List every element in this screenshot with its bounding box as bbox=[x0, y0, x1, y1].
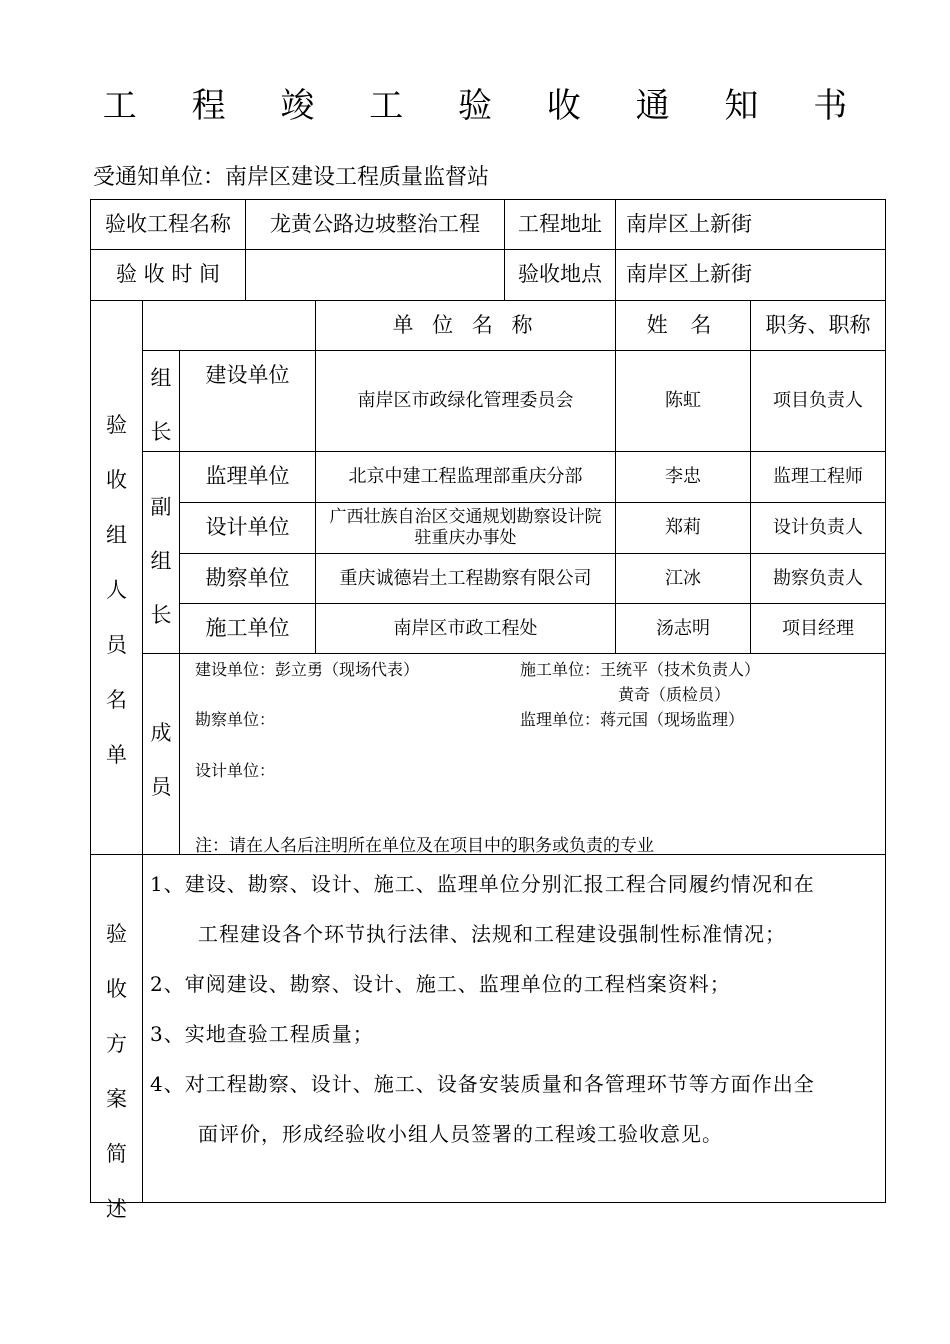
acceptance-place-value: 南岸区上新街 bbox=[626, 262, 752, 287]
vice-person: 汤志明 bbox=[656, 617, 710, 639]
rule-vice-end bbox=[142, 653, 886, 654]
group-label-char: 名 bbox=[106, 688, 127, 712]
plan-section-label bbox=[91, 918, 142, 1223]
vice-title: 勘察负责人 bbox=[773, 567, 863, 589]
vice-unit: 北京中建工程监理部重庆分部 bbox=[348, 466, 583, 488]
recipient-line bbox=[93, 160, 489, 191]
page-title: 工 程 竣 工 验 收 通 知 书 bbox=[102, 86, 870, 126]
plan-label-char: 方 bbox=[106, 1032, 127, 1056]
plan-item: 1、建设、勘察、设计、施工、监理单位分别汇报工程合同履约情况和在 bbox=[150, 872, 815, 896]
header-unit-name: 单 位 名 称 bbox=[392, 312, 539, 337]
project-address-value: 南岸区上新街 bbox=[626, 211, 752, 236]
leader-label-char: 组 bbox=[150, 366, 172, 390]
rule-right bbox=[885, 199, 886, 1203]
vice-label-char: 副 bbox=[150, 495, 172, 519]
plan-label-char: 简 bbox=[106, 1142, 127, 1166]
header-position: 职务、职称 bbox=[765, 312, 871, 337]
group-label-char: 收 bbox=[106, 468, 127, 492]
acceptance-form-table bbox=[90, 199, 886, 1221]
leader-label-char: 长 bbox=[150, 420, 172, 444]
leader-unit: 南岸区市政绿化管理委员会 bbox=[357, 390, 574, 412]
member-build: 建设单位：彭立勇（现场代表） bbox=[195, 660, 420, 679]
vice-leader-label bbox=[143, 491, 179, 629]
plan-label-char: 收 bbox=[106, 977, 127, 1001]
header-person-name: 姓 名 bbox=[646, 312, 720, 337]
member-label bbox=[143, 717, 179, 801]
vice-label-char: 组 bbox=[150, 549, 172, 573]
group-label-char: 组 bbox=[106, 523, 127, 547]
member-survey: 勘察单位： bbox=[195, 710, 276, 729]
group-label-char: 单 bbox=[106, 743, 127, 767]
vice-title: 项目经理 bbox=[782, 617, 854, 639]
plan-label-char: 案 bbox=[106, 1087, 127, 1111]
plan-item: 工程建设各个环节执行法律、法规和工程建设强制性标准情况； bbox=[198, 922, 786, 946]
vice-person: 郑莉 bbox=[665, 517, 701, 539]
member-construct-2: 黄奇（质检员） bbox=[618, 685, 731, 704]
plan-label-char: 验 bbox=[106, 922, 127, 946]
leader-label bbox=[143, 362, 179, 446]
acceptance-time-label: 验 收 时 间 bbox=[115, 262, 221, 287]
acceptance-time-value bbox=[246, 250, 504, 300]
group-label-char: 人 bbox=[106, 578, 127, 602]
rule-bottom bbox=[90, 1202, 886, 1203]
member-construct: 施工单位：王统平（技术负责人） bbox=[520, 660, 761, 679]
vice-title: 设计负责人 bbox=[773, 517, 863, 539]
leader-role: 建设单位 bbox=[205, 363, 290, 388]
vice-unit: 重庆诚德岩土工程勘察有限公司 bbox=[339, 567, 592, 589]
member-label-char: 成 bbox=[150, 721, 172, 745]
leader-title: 项目负责人 bbox=[773, 390, 863, 412]
plan-item: 2、审阅建设、勘察、设计、施工、监理单位的工程档案资料； bbox=[150, 972, 731, 996]
vice-label-char: 长 bbox=[150, 603, 172, 627]
plan-item: 4、对工程勘察、设计、施工、设备安装质量和各管理环节等方面作出全 bbox=[150, 1072, 815, 1096]
vice-unit: 南岸区市政工程处 bbox=[393, 617, 538, 639]
leader-person: 陈虹 bbox=[665, 390, 701, 412]
member-design: 设计单位： bbox=[195, 761, 276, 780]
vice-role: 监理单位 bbox=[205, 464, 290, 489]
member-label-char: 员 bbox=[150, 775, 172, 799]
vice-role: 勘察单位 bbox=[205, 565, 290, 590]
member-supervise: 监理单位：蒋元国（现场监理） bbox=[520, 710, 745, 729]
group-label-char: 验 bbox=[106, 413, 127, 437]
vice-role: 设计单位 bbox=[205, 515, 290, 540]
plan-item: 3、实地查验工程质量； bbox=[150, 1022, 374, 1046]
vice-person: 江冰 bbox=[665, 567, 701, 589]
plan-item: 面评价，形成经验收小组人员签署的工程竣工验收意见。 bbox=[198, 1122, 723, 1146]
vice-person: 李忠 bbox=[665, 466, 701, 488]
recipient-value: 南岸区建设工程质量监督站 bbox=[225, 165, 490, 190]
group-section-label bbox=[91, 409, 142, 769]
recipient-label: 受通知单位： bbox=[93, 165, 226, 190]
member-note: 注：请在人名后注明所在单位及在项目中的职务或负责的专业 bbox=[195, 836, 654, 856]
vice-unit: 广西壮族自治区交通规划勘察设计院驻重庆办事处 bbox=[329, 506, 602, 548]
project-name-label: 验收工程名称 bbox=[105, 211, 231, 236]
vice-title: 监理工程师 bbox=[773, 466, 863, 488]
group-label-char: 员 bbox=[106, 633, 127, 657]
project-address-label: 工程地址 bbox=[518, 211, 602, 236]
vice-role: 施工单位 bbox=[205, 615, 290, 640]
plan-label-char: 述 bbox=[106, 1197, 127, 1221]
acceptance-place-label: 验收地点 bbox=[518, 262, 602, 287]
project-name-value: 龙黄公路边坡整治工程 bbox=[270, 211, 480, 236]
